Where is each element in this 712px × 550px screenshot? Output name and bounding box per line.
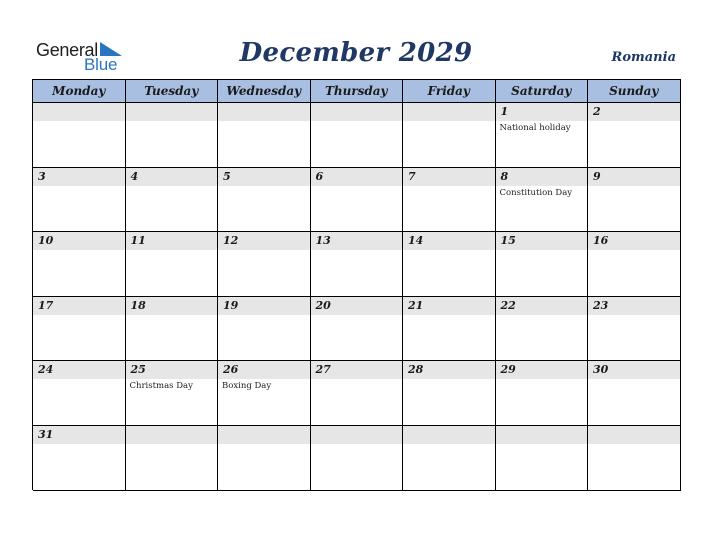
day-number-band	[218, 361, 310, 379]
day-number: 14	[408, 234, 424, 248]
day-number: 29	[500, 363, 516, 377]
day-cell	[496, 168, 589, 233]
day-number: 28	[408, 363, 424, 377]
weekday-header: Saturday	[496, 80, 589, 103]
day-cell	[218, 361, 311, 426]
day-number-band	[403, 168, 495, 186]
day-number-band	[218, 168, 310, 186]
day-number: 8	[500, 169, 509, 183]
day-number-band	[218, 426, 310, 444]
day-number-band	[33, 232, 125, 250]
day-cell	[33, 232, 126, 297]
day-cell	[403, 297, 496, 362]
week-row	[33, 103, 681, 168]
day-cell	[403, 361, 496, 426]
day-number: 3	[38, 169, 46, 183]
day-number-band	[588, 361, 680, 379]
holiday-label: Boxing Day	[222, 381, 272, 392]
day-cell	[588, 103, 681, 168]
day-number-band	[33, 297, 125, 315]
day-number-band	[311, 361, 403, 379]
day-cell	[311, 168, 404, 233]
day-cell	[311, 426, 404, 491]
day-number: 6	[315, 169, 324, 183]
day-number-band	[33, 361, 125, 379]
day-number: 2	[593, 105, 601, 118]
day-cell	[126, 297, 219, 362]
day-number-band	[311, 232, 403, 250]
day-cell	[311, 297, 404, 362]
day-number: 9	[593, 169, 601, 183]
day-cell	[126, 232, 219, 297]
day-cell	[33, 426, 126, 491]
day-cell	[588, 297, 681, 362]
day-cell	[33, 297, 126, 362]
day-cell	[588, 426, 681, 491]
weekday-header: Sunday	[588, 80, 681, 103]
day-number-band	[496, 232, 588, 250]
day-number: 10	[38, 234, 54, 248]
day-number-band	[311, 297, 403, 315]
day-cell	[403, 103, 496, 168]
day-number-band	[126, 426, 218, 444]
week-row	[33, 232, 681, 297]
day-cell	[126, 361, 219, 426]
day-number-band	[126, 361, 218, 379]
day-number-band	[311, 103, 403, 121]
day-number-band	[33, 426, 125, 444]
day-cell	[496, 297, 589, 362]
day-number: 23	[593, 298, 609, 312]
holiday-label: Christmas Day	[129, 381, 193, 392]
day-number-band	[588, 297, 680, 315]
day-number-band	[403, 232, 495, 250]
week-row	[33, 426, 681, 491]
day-number: 4	[130, 169, 139, 183]
day-cell	[126, 168, 219, 233]
day-number-band	[496, 168, 588, 186]
day-number: 15	[500, 234, 516, 248]
day-number-band	[496, 361, 588, 379]
holiday-label: Constitution Day	[499, 187, 573, 198]
day-number: 30	[593, 363, 609, 377]
weekday-header: Wednesday	[218, 80, 311, 103]
weekday-header: Friday	[403, 80, 496, 103]
day-number-band	[588, 426, 680, 444]
day-cell	[218, 168, 311, 233]
day-cell	[496, 103, 589, 168]
day-number-band	[496, 297, 588, 315]
day-cell	[403, 168, 496, 233]
calendar-grid	[32, 79, 681, 490]
day-number: 27	[315, 363, 331, 377]
day-number-band	[588, 103, 680, 121]
logo-text-blue: Blue	[84, 55, 118, 74]
week-row	[33, 297, 681, 362]
day-number: 20	[315, 298, 331, 312]
day-number-band	[126, 232, 218, 250]
day-number-band	[311, 426, 403, 444]
day-number: 16	[593, 234, 609, 248]
day-number-band	[403, 103, 495, 121]
day-number-band	[126, 297, 218, 315]
day-number-band	[403, 361, 495, 379]
day-number-band	[218, 103, 310, 121]
day-number: 11	[130, 234, 146, 248]
day-number: 13	[315, 234, 331, 248]
day-number-band	[126, 168, 218, 186]
day-cell	[33, 103, 126, 168]
day-cell	[311, 361, 404, 426]
day-cell	[218, 426, 311, 491]
day-number: 25	[130, 363, 146, 377]
day-number: 19	[223, 298, 239, 312]
day-number: 7	[408, 169, 416, 183]
day-cell	[218, 297, 311, 362]
holiday-label: National holiday	[499, 123, 571, 133]
week-rows	[33, 103, 681, 491]
day-number-band	[218, 297, 310, 315]
day-number: 26	[223, 363, 239, 377]
day-cell	[588, 168, 681, 233]
day-cell	[496, 361, 589, 426]
day-number: 21	[408, 298, 424, 312]
day-number: 22	[500, 298, 516, 312]
day-cell	[218, 103, 311, 168]
day-number-band	[496, 426, 588, 444]
day-number: 17	[38, 298, 54, 312]
day-number: 1	[500, 105, 509, 118]
week-row	[33, 168, 681, 233]
day-number-band	[33, 168, 125, 186]
day-cell	[496, 426, 589, 491]
day-number: 12	[223, 234, 239, 248]
day-number-band	[496, 103, 588, 121]
day-number-band	[33, 103, 125, 121]
country-label: Romania	[611, 50, 676, 65]
day-cell	[311, 103, 404, 168]
day-number: 18	[130, 298, 146, 312]
day-cell	[588, 232, 681, 297]
logo-text-general: General	[36, 40, 98, 60]
day-cell	[403, 426, 496, 491]
weekday-header-row	[33, 80, 681, 103]
day-cell	[588, 361, 681, 426]
day-cell	[403, 232, 496, 297]
calendar-title: December 2029	[239, 38, 473, 68]
day-cell	[126, 103, 219, 168]
day-number-band	[403, 297, 495, 315]
day-cell	[218, 232, 311, 297]
day-cell	[33, 168, 126, 233]
day-number-band	[126, 103, 218, 121]
day-number: 24	[38, 363, 54, 377]
week-row	[33, 361, 681, 426]
day-cell	[311, 232, 404, 297]
weekday-header: Thursday	[311, 80, 404, 103]
day-number-band	[311, 168, 403, 186]
day-number-band	[588, 232, 680, 250]
day-cell	[496, 232, 589, 297]
day-cell	[33, 361, 126, 426]
weekday-header: Monday	[33, 80, 126, 103]
day-number: 31	[38, 427, 54, 441]
day-number-band	[403, 426, 495, 444]
day-number-band	[218, 232, 310, 250]
day-number-band	[588, 168, 680, 186]
day-cell	[126, 426, 219, 491]
weekday-header: Tuesday	[126, 80, 219, 103]
day-number: 5	[223, 169, 231, 183]
